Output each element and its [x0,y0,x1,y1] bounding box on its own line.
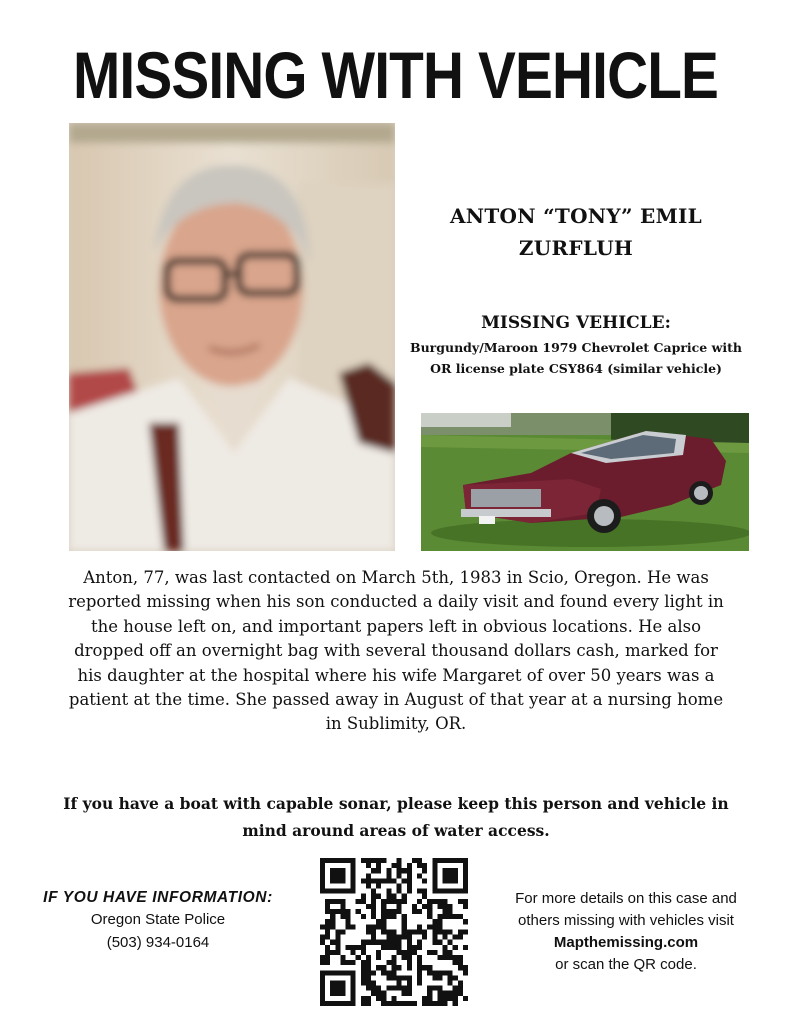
missing-vehicle-heading: MISSING VEHICLE: [481,313,671,333]
missing-person-photo [69,123,395,551]
more-details [490,888,762,976]
contact-organization: Oregon State Police [90,911,226,928]
details-line-2: others missing with vehicles visit [518,912,734,929]
page-title: MISSING WITH VEHICLE [72,38,719,112]
details-line-1: For more details on this case and [515,890,737,907]
missing-person-name: ANTON “TONY” EMIL ZURFLUH [449,204,703,260]
qr-code[interactable] [320,858,468,1006]
missing-vehicle-description: Burgundy/Maroon 1979 Chevrolet Caprice with OR license plate CSY864 (similar vehicle) [410,340,742,376]
contact-heading: IF YOU HAVE INFORMATION: [43,889,273,906]
website-link[interactable]: Mapthemissing.com [553,934,699,951]
contact-phone[interactable]: (503) 934-0164 [106,934,210,951]
details-line-3: or scan the QR code. [555,956,697,973]
vehicle-photo [421,413,749,551]
case-summary: Anton, 77, was last contacted on March 5th, 1983 in Scio, Oregon. He was reported missing when his son conducted a daily visit and found every light in the house left on, and important papers left in obvious locations. He also dropped off an overnight bag with several thousand dollars cash, marked for his daughter at the hospital where his wife Margaret of over 50 years was a patient at the time. She passed away in August of that year at a nursing home in Sublimity, OR. [68,568,724,734]
sonar-appeal: If you have a boat with capable sonar, please keep this person and vehicle in mind around areas of water access. [63,794,729,840]
